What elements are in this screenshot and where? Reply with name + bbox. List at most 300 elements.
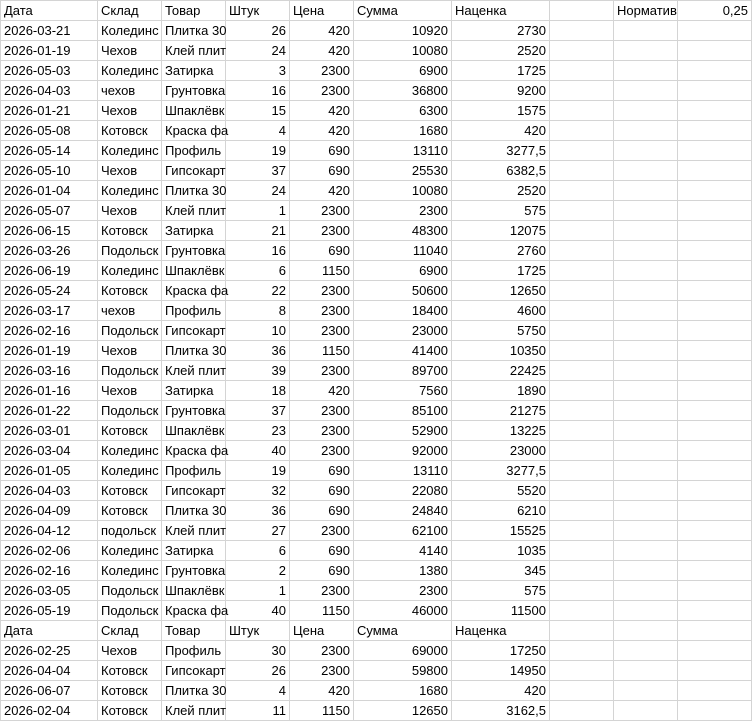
empty-cell[interactable] — [550, 561, 614, 581]
sum-cell[interactable]: 10080 — [354, 41, 452, 61]
empty-cell[interactable] — [614, 61, 678, 81]
qty-cell[interactable]: 37 — [226, 161, 290, 181]
qty-cell[interactable]: 1 — [226, 581, 290, 601]
empty-cell[interactable] — [678, 401, 752, 421]
empty-cell[interactable] — [614, 441, 678, 461]
empty-cell[interactable] — [678, 581, 752, 601]
empty-cell[interactable] — [678, 561, 752, 581]
qty-cell[interactable]: 30 — [226, 641, 290, 661]
sum-cell[interactable]: 50600 — [354, 281, 452, 301]
product-cell[interactable]: Грунтовка — [162, 241, 226, 261]
empty-cell[interactable] — [550, 581, 614, 601]
sum-cell[interactable]: 18400 — [354, 301, 452, 321]
empty-cell[interactable] — [678, 321, 752, 341]
empty-cell[interactable] — [550, 481, 614, 501]
product-cell[interactable]: Затирка — [162, 381, 226, 401]
markup-cell[interactable]: 2760 — [452, 241, 550, 261]
empty-cell[interactable] — [614, 621, 678, 641]
date-cell[interactable]: 2026-06-15 — [1, 221, 98, 241]
empty-cell[interactable] — [550, 681, 614, 701]
markup-cell[interactable]: 12650 — [452, 281, 550, 301]
empty-cell[interactable] — [550, 421, 614, 441]
empty-cell[interactable] — [678, 161, 752, 181]
empty-cell[interactable] — [614, 201, 678, 221]
product-cell[interactable]: Плитка 30 — [162, 681, 226, 701]
markup-cell[interactable]: 23000 — [452, 441, 550, 461]
empty-cell[interactable] — [614, 301, 678, 321]
sum-cell[interactable]: 6300 — [354, 101, 452, 121]
empty-cell[interactable] — [550, 101, 614, 121]
warehouse-cell[interactable]: Подольск — [98, 241, 162, 261]
sum-cell[interactable]: 52900 — [354, 421, 452, 441]
empty-cell[interactable] — [678, 341, 752, 361]
qty-cell[interactable]: 23 — [226, 421, 290, 441]
product-cell[interactable]: Затирка — [162, 541, 226, 561]
price-cell[interactable]: 690 — [290, 241, 354, 261]
product-cell[interactable]: Клей плит — [162, 41, 226, 61]
price-cell[interactable]: 420 — [290, 101, 354, 121]
empty-cell[interactable] — [550, 401, 614, 421]
product-cell[interactable]: Грунтовка — [162, 81, 226, 101]
qty-cell[interactable]: 32 — [226, 481, 290, 501]
warehouse-cell[interactable]: Колединс — [98, 261, 162, 281]
date-cell[interactable]: 2026-02-25 — [1, 641, 98, 661]
price-cell[interactable]: 420 — [290, 41, 354, 61]
empty-cell[interactable] — [678, 181, 752, 201]
warehouse-cell[interactable]: Котовск — [98, 701, 162, 721]
warehouse-cell[interactable]: Подольск — [98, 601, 162, 621]
markup-cell[interactable]: 1725 — [452, 61, 550, 81]
empty-cell[interactable] — [614, 641, 678, 661]
empty-cell[interactable] — [678, 41, 752, 61]
product-cell[interactable]: Гипсокарт — [162, 321, 226, 341]
norm-value-cell[interactable]: 0,25 — [678, 1, 752, 21]
markup-cell[interactable]: 15525 — [452, 521, 550, 541]
markup-cell[interactable]: 5750 — [452, 321, 550, 341]
qty-cell[interactable]: 16 — [226, 241, 290, 261]
price-cell[interactable]: 690 — [290, 481, 354, 501]
product-cell[interactable]: Клей плит — [162, 201, 226, 221]
sum-cell[interactable]: 4140 — [354, 541, 452, 561]
markup-cell[interactable]: 3277,5 — [452, 461, 550, 481]
empty-cell[interactable] — [614, 41, 678, 61]
price-cell[interactable]: 2300 — [290, 301, 354, 321]
sum-cell[interactable]: 36800 — [354, 81, 452, 101]
price-cell[interactable]: 2300 — [290, 521, 354, 541]
price-cell[interactable]: 690 — [290, 161, 354, 181]
empty-cell[interactable] — [614, 81, 678, 101]
empty-cell[interactable] — [550, 121, 614, 141]
markup-cell[interactable]: 9200 — [452, 81, 550, 101]
qty-cell[interactable]: 2 — [226, 561, 290, 581]
price-cell[interactable]: 2300 — [290, 281, 354, 301]
product-cell[interactable]: Плитка 30 — [162, 501, 226, 521]
warehouse-cell[interactable]: Колединс — [98, 141, 162, 161]
sum-cell[interactable]: 89700 — [354, 361, 452, 381]
date-cell[interactable]: 2026-01-22 — [1, 401, 98, 421]
markup-cell[interactable]: 2520 — [452, 181, 550, 201]
qty-cell[interactable]: 37 — [226, 401, 290, 421]
header-product[interactable]: Товар — [162, 621, 226, 641]
qty-cell[interactable]: 3 — [226, 61, 290, 81]
product-cell[interactable]: Гипсокарт — [162, 481, 226, 501]
warehouse-cell[interactable]: Колединс — [98, 441, 162, 461]
header-product[interactable]: Товар — [162, 1, 226, 21]
markup-cell[interactable]: 575 — [452, 201, 550, 221]
empty-cell[interactable] — [550, 521, 614, 541]
markup-cell[interactable]: 5520 — [452, 481, 550, 501]
date-cell[interactable]: 2026-02-06 — [1, 541, 98, 561]
date-cell[interactable]: 2026-05-07 — [1, 201, 98, 221]
date-cell[interactable]: 2026-03-04 — [1, 441, 98, 461]
qty-cell[interactable]: 8 — [226, 301, 290, 321]
sum-cell[interactable]: 1680 — [354, 681, 452, 701]
empty-cell[interactable] — [678, 481, 752, 501]
sum-cell[interactable]: 13110 — [354, 141, 452, 161]
empty-cell[interactable] — [550, 601, 614, 621]
markup-cell[interactable]: 4600 — [452, 301, 550, 321]
header-sum[interactable]: Сумма — [354, 621, 452, 641]
sum-cell[interactable]: 1680 — [354, 121, 452, 141]
empty-cell[interactable] — [550, 181, 614, 201]
empty-cell[interactable] — [678, 101, 752, 121]
empty-cell[interactable] — [550, 21, 614, 41]
qty-cell[interactable]: 4 — [226, 681, 290, 701]
header-date[interactable]: Дата — [1, 621, 98, 641]
sum-cell[interactable]: 69000 — [354, 641, 452, 661]
empty-cell[interactable] — [678, 681, 752, 701]
empty-cell[interactable] — [614, 581, 678, 601]
markup-cell[interactable]: 1725 — [452, 261, 550, 281]
sum-cell[interactable]: 7560 — [354, 381, 452, 401]
sum-cell[interactable]: 46000 — [354, 601, 452, 621]
header-qty[interactable]: Штук — [226, 621, 290, 641]
empty-cell[interactable] — [678, 221, 752, 241]
qty-cell[interactable]: 21 — [226, 221, 290, 241]
empty-cell[interactable] — [614, 121, 678, 141]
markup-cell[interactable]: 13225 — [452, 421, 550, 441]
sum-cell[interactable]: 85100 — [354, 401, 452, 421]
warehouse-cell[interactable]: Колединс — [98, 61, 162, 81]
date-cell[interactable]: 2026-04-12 — [1, 521, 98, 541]
date-cell[interactable]: 2026-01-16 — [1, 381, 98, 401]
product-cell[interactable]: Плитка 30 — [162, 21, 226, 41]
product-cell[interactable]: Затирка — [162, 61, 226, 81]
sum-cell[interactable]: 59800 — [354, 661, 452, 681]
empty-cell[interactable] — [678, 621, 752, 641]
markup-cell[interactable]: 14950 — [452, 661, 550, 681]
header-warehouse[interactable]: Склад — [98, 1, 162, 21]
header-price[interactable]: Цена — [290, 621, 354, 641]
header-date[interactable]: Дата — [1, 1, 98, 21]
warehouse-cell[interactable]: Котовск — [98, 681, 162, 701]
empty-cell[interactable] — [678, 461, 752, 481]
product-cell[interactable]: Шпаклёвк — [162, 101, 226, 121]
price-cell[interactable]: 1150 — [290, 341, 354, 361]
product-cell[interactable]: Краска фа — [162, 441, 226, 461]
empty-cell[interactable] — [550, 61, 614, 81]
sum-cell[interactable]: 23000 — [354, 321, 452, 341]
empty-cell[interactable] — [550, 321, 614, 341]
price-cell[interactable]: 420 — [290, 181, 354, 201]
product-cell[interactable]: Краска фа — [162, 121, 226, 141]
markup-cell[interactable]: 10350 — [452, 341, 550, 361]
empty-cell[interactable] — [678, 21, 752, 41]
warehouse-cell[interactable]: Колединс — [98, 181, 162, 201]
warehouse-cell[interactable]: чехов — [98, 81, 162, 101]
date-cell[interactable]: 2026-03-01 — [1, 421, 98, 441]
markup-cell[interactable]: 17250 — [452, 641, 550, 661]
empty-cell[interactable] — [678, 501, 752, 521]
date-cell[interactable]: 2026-02-04 — [1, 701, 98, 721]
price-cell[interactable]: 690 — [290, 561, 354, 581]
empty-cell[interactable] — [614, 321, 678, 341]
sum-cell[interactable]: 10080 — [354, 181, 452, 201]
sum-cell[interactable]: 6900 — [354, 261, 452, 281]
sum-cell[interactable]: 6900 — [354, 61, 452, 81]
warehouse-cell[interactable]: Котовск — [98, 421, 162, 441]
product-cell[interactable]: Гипсокарт — [162, 661, 226, 681]
price-cell[interactable]: 2300 — [290, 81, 354, 101]
price-cell[interactable]: 2300 — [290, 401, 354, 421]
markup-cell[interactable]: 420 — [452, 121, 550, 141]
qty-cell[interactable]: 6 — [226, 541, 290, 561]
empty-cell[interactable] — [550, 701, 614, 721]
sum-cell[interactable]: 41400 — [354, 341, 452, 361]
date-cell[interactable]: 2026-02-16 — [1, 561, 98, 581]
date-cell[interactable]: 2026-01-19 — [1, 41, 98, 61]
markup-cell[interactable]: 1890 — [452, 381, 550, 401]
price-cell[interactable]: 420 — [290, 681, 354, 701]
markup-cell[interactable]: 11500 — [452, 601, 550, 621]
empty-cell[interactable] — [614, 681, 678, 701]
empty-cell[interactable] — [678, 301, 752, 321]
empty-cell[interactable] — [550, 261, 614, 281]
empty-cell[interactable] — [550, 641, 614, 661]
price-cell[interactable]: 2300 — [290, 61, 354, 81]
empty-cell[interactable] — [614, 341, 678, 361]
qty-cell[interactable]: 40 — [226, 601, 290, 621]
markup-cell[interactable]: 3277,5 — [452, 141, 550, 161]
sum-cell[interactable]: 10920 — [354, 21, 452, 41]
empty-cell[interactable] — [550, 541, 614, 561]
sum-cell[interactable]: 25530 — [354, 161, 452, 181]
date-cell[interactable]: 2026-03-17 — [1, 301, 98, 321]
date-cell[interactable]: 2026-05-24 — [1, 281, 98, 301]
markup-cell[interactable]: 21275 — [452, 401, 550, 421]
header-markup[interactable]: Наценка — [452, 621, 550, 641]
empty-cell[interactable] — [614, 401, 678, 421]
product-cell[interactable]: Краска фа — [162, 281, 226, 301]
empty-cell[interactable] — [678, 241, 752, 261]
qty-cell[interactable]: 10 — [226, 321, 290, 341]
sum-cell[interactable]: 48300 — [354, 221, 452, 241]
qty-cell[interactable]: 15 — [226, 101, 290, 121]
product-cell[interactable]: Профиль — [162, 141, 226, 161]
price-cell[interactable]: 1150 — [290, 601, 354, 621]
date-cell[interactable]: 2026-05-10 — [1, 161, 98, 181]
warehouse-cell[interactable]: Чехов — [98, 201, 162, 221]
empty-cell[interactable] — [550, 1, 614, 21]
qty-cell[interactable]: 36 — [226, 341, 290, 361]
date-cell[interactable]: 2026-06-19 — [1, 261, 98, 281]
empty-cell[interactable] — [550, 381, 614, 401]
empty-cell[interactable] — [678, 641, 752, 661]
price-cell[interactable]: 2300 — [290, 641, 354, 661]
empty-cell[interactable] — [614, 701, 678, 721]
markup-cell[interactable]: 2730 — [452, 21, 550, 41]
empty-cell[interactable] — [614, 601, 678, 621]
empty-cell[interactable] — [614, 181, 678, 201]
empty-cell[interactable] — [614, 561, 678, 581]
markup-cell[interactable]: 3162,5 — [452, 701, 550, 721]
empty-cell[interactable] — [678, 541, 752, 561]
price-cell[interactable]: 2300 — [290, 361, 354, 381]
empty-cell[interactable] — [550, 441, 614, 461]
warehouse-cell[interactable]: Колединс — [98, 541, 162, 561]
date-cell[interactable]: 2026-01-21 — [1, 101, 98, 121]
product-cell[interactable]: Клей плит — [162, 701, 226, 721]
sum-cell[interactable]: 62100 — [354, 521, 452, 541]
markup-cell[interactable]: 12075 — [452, 221, 550, 241]
warehouse-cell[interactable]: Котовск — [98, 661, 162, 681]
price-cell[interactable]: 2300 — [290, 421, 354, 441]
product-cell[interactable]: Шпаклёвк — [162, 261, 226, 281]
empty-cell[interactable] — [614, 421, 678, 441]
sum-cell[interactable]: 92000 — [354, 441, 452, 461]
qty-cell[interactable]: 19 — [226, 461, 290, 481]
empty-cell[interactable] — [550, 661, 614, 681]
empty-cell[interactable] — [550, 501, 614, 521]
date-cell[interactable]: 2026-03-05 — [1, 581, 98, 601]
empty-cell[interactable] — [678, 521, 752, 541]
qty-cell[interactable]: 6 — [226, 261, 290, 281]
price-cell[interactable]: 2300 — [290, 201, 354, 221]
warehouse-cell[interactable]: Колединс — [98, 561, 162, 581]
qty-cell[interactable]: 24 — [226, 181, 290, 201]
date-cell[interactable]: 2026-05-03 — [1, 61, 98, 81]
qty-cell[interactable]: 19 — [226, 141, 290, 161]
markup-cell[interactable]: 1035 — [452, 541, 550, 561]
empty-cell[interactable] — [614, 521, 678, 541]
date-cell[interactable]: 2026-04-03 — [1, 481, 98, 501]
empty-cell[interactable] — [614, 361, 678, 381]
warehouse-cell[interactable]: подольск — [98, 521, 162, 541]
markup-cell[interactable]: 6210 — [452, 501, 550, 521]
header-sum[interactable]: Сумма — [354, 1, 452, 21]
product-cell[interactable]: Грунтовка — [162, 401, 226, 421]
product-cell[interactable]: Краска фа — [162, 601, 226, 621]
price-cell[interactable]: 420 — [290, 121, 354, 141]
date-cell[interactable]: 2026-05-08 — [1, 121, 98, 141]
product-cell[interactable]: Профиль — [162, 301, 226, 321]
price-cell[interactable]: 2300 — [290, 581, 354, 601]
warehouse-cell[interactable]: Подольск — [98, 581, 162, 601]
date-cell[interactable]: 2026-06-07 — [1, 681, 98, 701]
date-cell[interactable]: 2026-04-04 — [1, 661, 98, 681]
qty-cell[interactable]: 11 — [226, 701, 290, 721]
date-cell[interactable]: 2026-03-26 — [1, 241, 98, 261]
qty-cell[interactable]: 1 — [226, 201, 290, 221]
product-cell[interactable]: Грунтовка — [162, 561, 226, 581]
empty-cell[interactable] — [614, 501, 678, 521]
price-cell[interactable]: 2300 — [290, 441, 354, 461]
empty-cell[interactable] — [614, 161, 678, 181]
price-cell[interactable]: 2300 — [290, 221, 354, 241]
qty-cell[interactable]: 22 — [226, 281, 290, 301]
product-cell[interactable]: Плитка 30 — [162, 341, 226, 361]
empty-cell[interactable] — [550, 301, 614, 321]
qty-cell[interactable]: 27 — [226, 521, 290, 541]
empty-cell[interactable] — [614, 21, 678, 41]
warehouse-cell[interactable]: Котовск — [98, 501, 162, 521]
date-cell[interactable]: 2026-01-04 — [1, 181, 98, 201]
warehouse-cell[interactable]: чехов — [98, 301, 162, 321]
empty-cell[interactable] — [550, 141, 614, 161]
empty-cell[interactable] — [678, 601, 752, 621]
empty-cell[interactable] — [614, 661, 678, 681]
warehouse-cell[interactable]: Подольск — [98, 401, 162, 421]
sum-cell[interactable]: 13110 — [354, 461, 452, 481]
product-cell[interactable]: Клей плит — [162, 361, 226, 381]
date-cell[interactable]: 2026-02-16 — [1, 321, 98, 341]
empty-cell[interactable] — [550, 221, 614, 241]
empty-cell[interactable] — [678, 361, 752, 381]
warehouse-cell[interactable]: Чехов — [98, 101, 162, 121]
product-cell[interactable]: Плитка 30 — [162, 181, 226, 201]
header-warehouse[interactable]: Склад — [98, 621, 162, 641]
markup-cell[interactable]: 575 — [452, 581, 550, 601]
empty-cell[interactable] — [614, 141, 678, 161]
qty-cell[interactable]: 40 — [226, 441, 290, 461]
sum-cell[interactable]: 12650 — [354, 701, 452, 721]
price-cell[interactable]: 420 — [290, 21, 354, 41]
header-markup[interactable]: Наценка — [452, 1, 550, 21]
empty-cell[interactable] — [678, 281, 752, 301]
header-qty[interactable]: Штук — [226, 1, 290, 21]
sum-cell[interactable]: 11040 — [354, 241, 452, 261]
qty-cell[interactable]: 16 — [226, 81, 290, 101]
product-cell[interactable]: Затирка — [162, 221, 226, 241]
empty-cell[interactable] — [614, 281, 678, 301]
empty-cell[interactable] — [678, 421, 752, 441]
empty-cell[interactable] — [678, 701, 752, 721]
price-cell[interactable]: 690 — [290, 461, 354, 481]
empty-cell[interactable] — [614, 381, 678, 401]
empty-cell[interactable] — [550, 81, 614, 101]
date-cell[interactable]: 2026-04-03 — [1, 81, 98, 101]
qty-cell[interactable]: 18 — [226, 381, 290, 401]
date-cell[interactable]: 2026-01-19 — [1, 341, 98, 361]
product-cell[interactable]: Профиль — [162, 641, 226, 661]
date-cell[interactable]: 2026-01-05 — [1, 461, 98, 481]
warehouse-cell[interactable]: Котовск — [98, 281, 162, 301]
empty-cell[interactable] — [550, 621, 614, 641]
empty-cell[interactable] — [614, 261, 678, 281]
price-cell[interactable]: 420 — [290, 381, 354, 401]
empty-cell[interactable] — [614, 221, 678, 241]
markup-cell[interactable]: 22425 — [452, 361, 550, 381]
date-cell[interactable]: 2026-03-21 — [1, 21, 98, 41]
date-cell[interactable]: 2026-05-19 — [1, 601, 98, 621]
date-cell[interactable]: 2026-03-16 — [1, 361, 98, 381]
empty-cell[interactable] — [550, 241, 614, 261]
warehouse-cell[interactable]: Подольск — [98, 361, 162, 381]
sum-cell[interactable]: 1380 — [354, 561, 452, 581]
empty-cell[interactable] — [614, 481, 678, 501]
qty-cell[interactable]: 26 — [226, 661, 290, 681]
empty-cell[interactable] — [550, 161, 614, 181]
